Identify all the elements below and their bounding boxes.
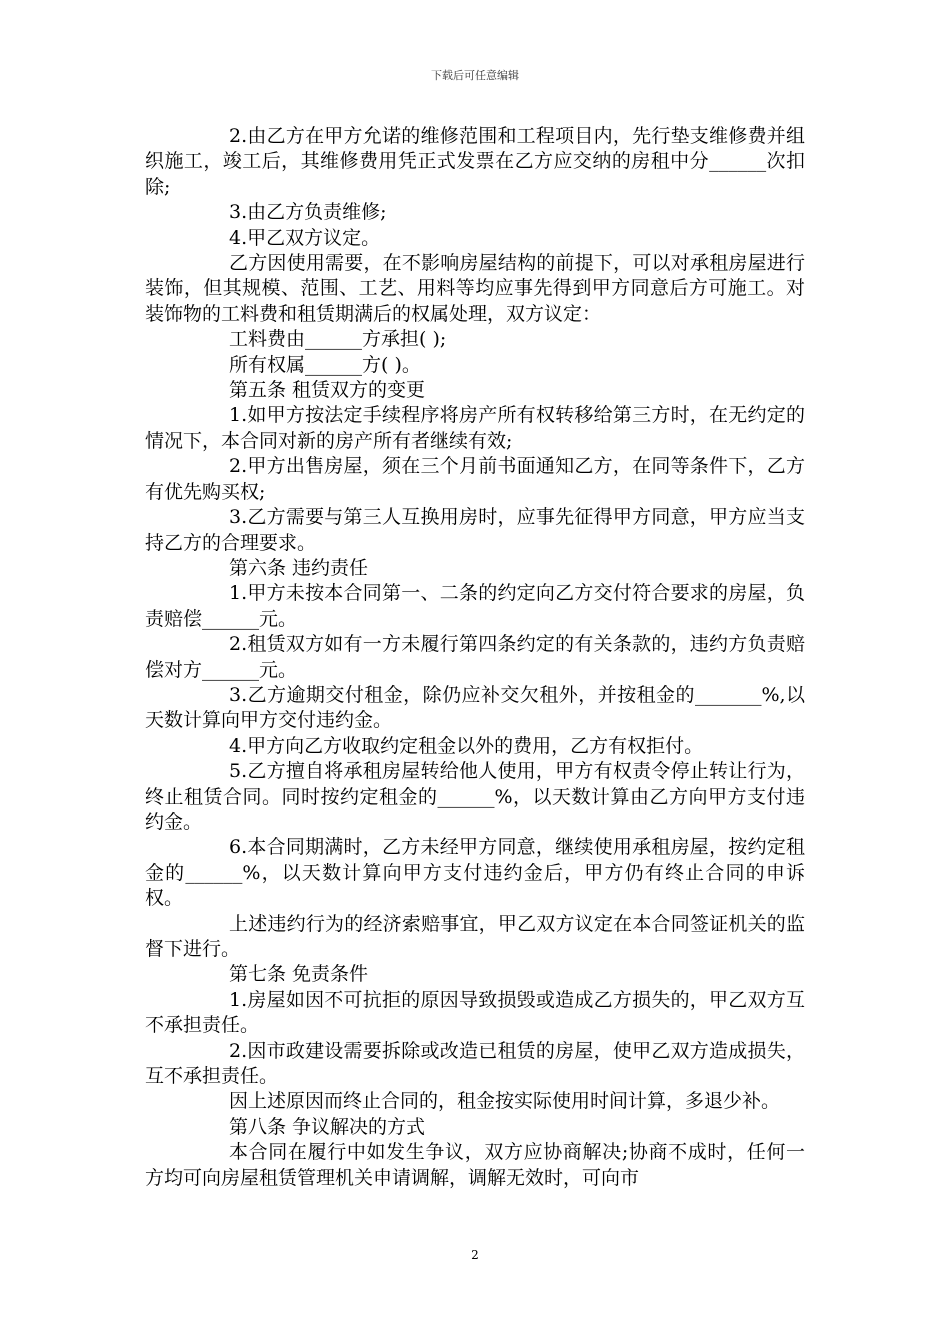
paragraph: 5.乙方擅自将承租房屋转给他人使用，甲方有权责令停止转让行为，终止租赁合同。同时按约定租金的______%，以天数计算由乙方向甲方支付违约金。: [145, 760, 805, 833]
paragraph: 所有权属______方( )。: [229, 353, 421, 376]
paragraph: 工料费由______方承担( );: [229, 328, 447, 351]
paragraph: 4.甲乙双方议定。: [229, 226, 381, 249]
section-heading: 第五条 租赁双方的变更: [229, 379, 426, 402]
paragraph: 6.本合同期满时，乙方未经甲方同意，继续使用承租房屋，按约定租金的______%，以天数计算向甲方支付违约金后，甲方仍有终止合同的申诉权。: [145, 836, 805, 910]
page-header: 下载后可任意编辑: [431, 69, 519, 82]
paragraph: 3.乙方逾期交付租金，除仍应补交欠租外，并按租金的_______%,以天数计算向甲方交付违约金。: [145, 683, 805, 732]
paragraph: 乙方因使用需要，在不影响房屋结构的前提下，可以对承租房屋进行装饰，但其规模、范围、工艺、用料等均应事先得到甲方同意后方可施工。对装饰物的工料费和租赁期满后的权属处理，双方议定：: [145, 252, 805, 325]
paragraph: 2.因市政建设需要拆除或改造已租赁的房屋，使甲乙双方造成损失，互不承担责任。: [145, 1039, 805, 1088]
paragraph: 1.甲方未按本合同第一、二条的约定向乙方交付符合要求的房屋，负责赔偿______元。: [145, 582, 805, 630]
paragraph: 3.由乙方负责维修;: [229, 201, 387, 224]
paragraph: 本合同在履行中如发生争议，双方应协商解决;协商不成时，任何一方均可向房屋租赁管理机关申请调解，调解无效时，可向市: [145, 1141, 805, 1189]
paragraph: 1.如甲方按法定手续程序将房产所有权转移给第三方时，在无约定的情况下，本合同对新的房产所有者继续有效;: [145, 404, 805, 452]
section-heading: 第七条 免责条件: [229, 963, 369, 986]
document-body: [145, 124, 805, 1191]
paragraph: 上述违约行为的经济索赔事宜，甲乙双方议定在本合同签证机关的监督下进行。: [145, 912, 805, 960]
paragraph: 2.由乙方在甲方允诺的维修范围和工程项目内，先行垫支维修费并组织施工，竣工后，其维修费用凭正式发票在乙方应交纳的房租中分______次扣除;: [145, 125, 805, 198]
section-heading: 第六条 违约责任: [229, 556, 369, 579]
paragraph: 2.租赁双方如有一方未履行第四条约定的有关条款的，违约方负责赔偿对方______元。: [145, 633, 805, 681]
paragraph: 1.房屋如因不可抗拒的原因导致损毁或造成乙方损失的，甲乙双方互不承担责任。: [145, 988, 805, 1037]
section-heading: 第八条 争议解决的方式: [229, 1115, 426, 1138]
paragraph: 因上述原因而终止合同的，租金按实际使用时间计算，多退少补。: [229, 1090, 781, 1113]
paragraph: 3.乙方需要与第三人互换用房时，应事先征得甲方同意，甲方应当支持乙方的合理要求。: [145, 506, 805, 554]
page-number: 2: [471, 1248, 479, 1262]
paragraph: 2.甲方出售房屋，须在三个月前书面通知乙方，在同等条件下，乙方有优先购买权;: [145, 455, 805, 503]
paragraph: 4.甲方向乙方收取约定租金以外的费用，乙方有权拒付。: [229, 734, 704, 757]
